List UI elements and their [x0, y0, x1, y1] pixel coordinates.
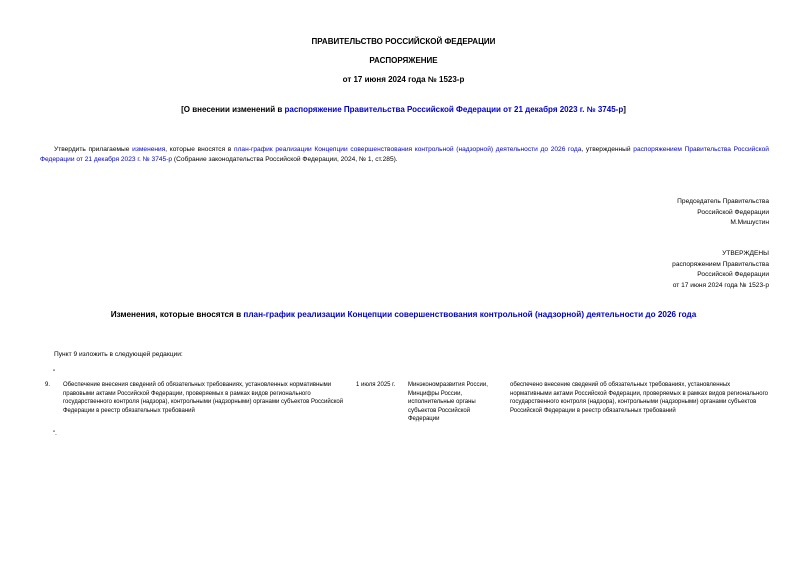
p1-text-b: , которые вносятся в	[165, 146, 235, 153]
signature-line-1: Председатель Правительства	[677, 198, 769, 205]
subject-suffix: ]	[623, 105, 626, 114]
signature-line-3: М.Мишустин	[730, 219, 769, 226]
quote-open: "	[53, 370, 56, 376]
p1-text-d: (Собрание законодательства Российской Федерации, 2024, № 1, ст.285).	[172, 156, 398, 163]
changes-intro: Пункт 9 изложить в следующей редакции:	[54, 351, 183, 358]
main-paragraph	[40, 145, 769, 165]
approval-line-4: от 17 июня 2024 года № 1523-р	[672, 281, 769, 289]
row-number: 9.	[45, 382, 51, 388]
changes-title	[0, 310, 807, 319]
changes-title-link[interactable]: план-график реализации Концепции совершенствования контрольной (надзорной) деятельности до 2026 года	[243, 310, 697, 319]
signature-line-2: Российской Федерации	[697, 208, 769, 216]
row-result: обеспечено внесение сведений об обязательных требованиях, установленных нормативными актами Российской Федерации, проверяемых в рамках видов регионального государственного контроля (надзора), контрольными (надзорными) органами субъектов Российской Федерации в реестр обязательных требований	[510, 382, 768, 414]
link-changes[interactable]: изменения	[132, 146, 166, 153]
document-subject	[0, 105, 807, 114]
row-deadline: 1 июля 2025 г.	[356, 382, 396, 388]
p1-text-a: Утвердить прилагаемые	[54, 146, 133, 153]
subject-prefix: [О внесении изменений в	[181, 105, 285, 114]
approval-line-1: УТВЕРЖДЕНЫ	[722, 250, 769, 257]
approval-line-2: распоряжением Правительства	[672, 260, 769, 268]
p1-text-c: , утвержденный	[581, 146, 634, 153]
document-type: РАСПОРЯЖЕНИЕ	[369, 56, 438, 65]
signature-block	[677, 197, 769, 229]
approval-block	[672, 249, 769, 291]
changes-title-text: Изменения, которые вносятся в	[110, 310, 244, 319]
approval-line-3: Российской Федерации	[697, 271, 769, 278]
link-plan-schedule[interactable]: план-график реализации Концепции совершенствования контрольной (надзорной) деятельности до 2026 года	[234, 146, 582, 153]
link-order-3745[interactable]: распоряжением Правительства Российской Федерации от 21 декабря 2023 г. № 3745-р	[40, 146, 769, 163]
quote-close: ".	[53, 431, 57, 437]
government-heading: ПРАВИТЕЛЬСТВО РОССИЙСКОЙ ФЕДЕРАЦИИ	[311, 37, 496, 46]
row-task: Обеспечение внесения сведений об обязательных требованиях, установленных нормативными правовыми актами Российской Федерации, проверяемых в рамках видов регионального государственного контроля (надзора), контрольными (надзорными) органами субъектов Российской Федерации в реестр обязательных требований	[63, 382, 344, 414]
subject-link[interactable]: распоряжение Правительства Российской Федерации от 21 декабря 2023 г. № 3745-р	[284, 105, 624, 114]
document-date: от 17 июня 2024 года № 1523-р	[342, 75, 465, 84]
row-executors: Минэкономразвития России, Минцифры России, исполнительные органы субъектов Российской Федерации	[408, 382, 488, 423]
